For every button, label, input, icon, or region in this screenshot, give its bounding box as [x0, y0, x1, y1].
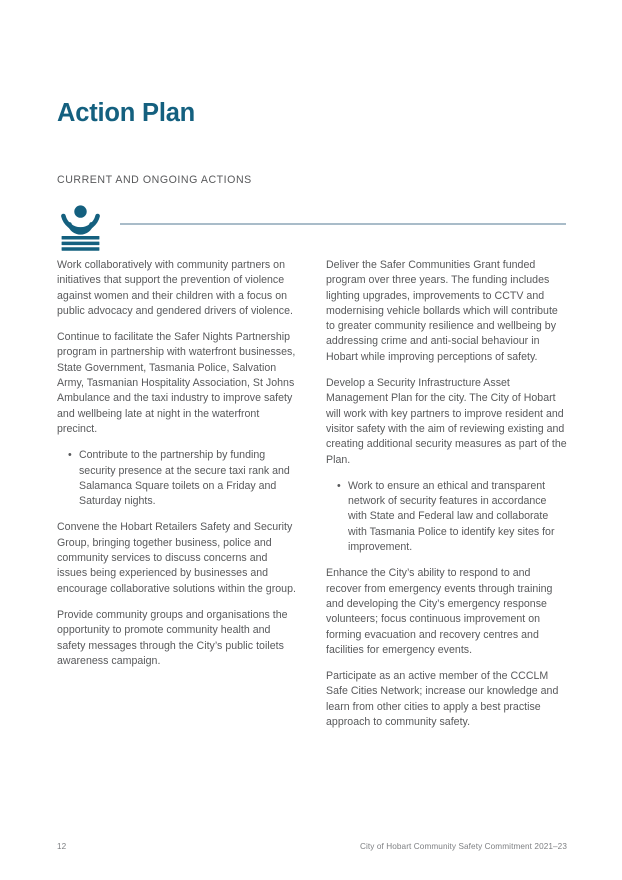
body-paragraph: Convene the Hobart Retailers Safety and Security Group, bringing together business, police and community services to discuss concerns and issues being experienced by businesses and encourage collaborative solutions within the group.	[57, 521, 296, 595]
two-column-body	[57, 258, 567, 741]
right-column	[326, 258, 567, 741]
icon-divider-band	[57, 205, 567, 251]
body-paragraph: Deliver the Safer Communities Grant funded program over three years. The funding includes lighting upgrades, improvements to CCTV and modernising vehicle bollards which will contribute to greater community resilience and wellbeing by addressing crime and anti-social behaviour in Hobart while improving perceptions of safety.	[326, 259, 558, 363]
footer-page-number: 12	[57, 842, 67, 851]
body-paragraph: Develop a Security Infrastructure Asset Management Plan for the city. The City of Hobart will work with key partners to improve resident and visitor safety with the aim of reviewing existing and creating additional security measures as part of the Plan.	[326, 377, 567, 466]
body-paragraph: Enhance the City’s ability to respond to and recover from emergency events through training and developing the City’s emergency response volunteers; focus continuous improvement on forming evacuation and recovery centres and facilities for emergency events.	[326, 567, 553, 656]
page-footer	[57, 842, 567, 851]
body-paragraph: Provide community groups and organisations the opportunity to promote community health and safety messages through the City’s public toilets awareness campaign.	[57, 608, 288, 667]
horizontal-rule	[120, 223, 566, 225]
left-column	[57, 258, 298, 741]
bullet-list	[326, 479, 567, 555]
body-paragraph: Participate as an active member of the CCCLM Safe Cities Network; increase our knowledge and learn from other cities to apply a best practise approach to community safety.	[326, 670, 559, 729]
section-heading: CURRENT AND ONGOING ACTIONS	[57, 174, 252, 186]
body-paragraph: Continue to facilitate the Safer Nights Partnership program in partnership with waterfront businesses, State Government, Tasmania Police, Salvation Army, Tasmanian Hospitality Association, St Johns Ambulance and the taxi industry to improve safety and wellbeing late at night in the waterfront precinct.	[57, 331, 296, 435]
footer-document-title: City of Hobart Community Safety Commitment 2021–23	[359, 842, 567, 851]
page-title: Action Plan	[57, 99, 196, 127]
bullet-list	[57, 448, 298, 509]
body-paragraph: Work collaboratively with community partners on initiatives that support the prevention of violence against women and their children with a focus on public advocacy and gendered drivers of violence.	[57, 259, 293, 317]
community-wellbeing-icon	[57, 205, 104, 251]
bullet-item: • Contribute to the partnership by funding security presence at the secure taxi rank and Salamanca Square toilets on a Friday and Saturday nights.	[70, 448, 298, 509]
bullet-item: • Work to ensure an ethical and transparent network of security features in accordance with State and Federal law and collaborate with Tasmania Police to identify key sites for improvement.	[339, 479, 567, 555]
